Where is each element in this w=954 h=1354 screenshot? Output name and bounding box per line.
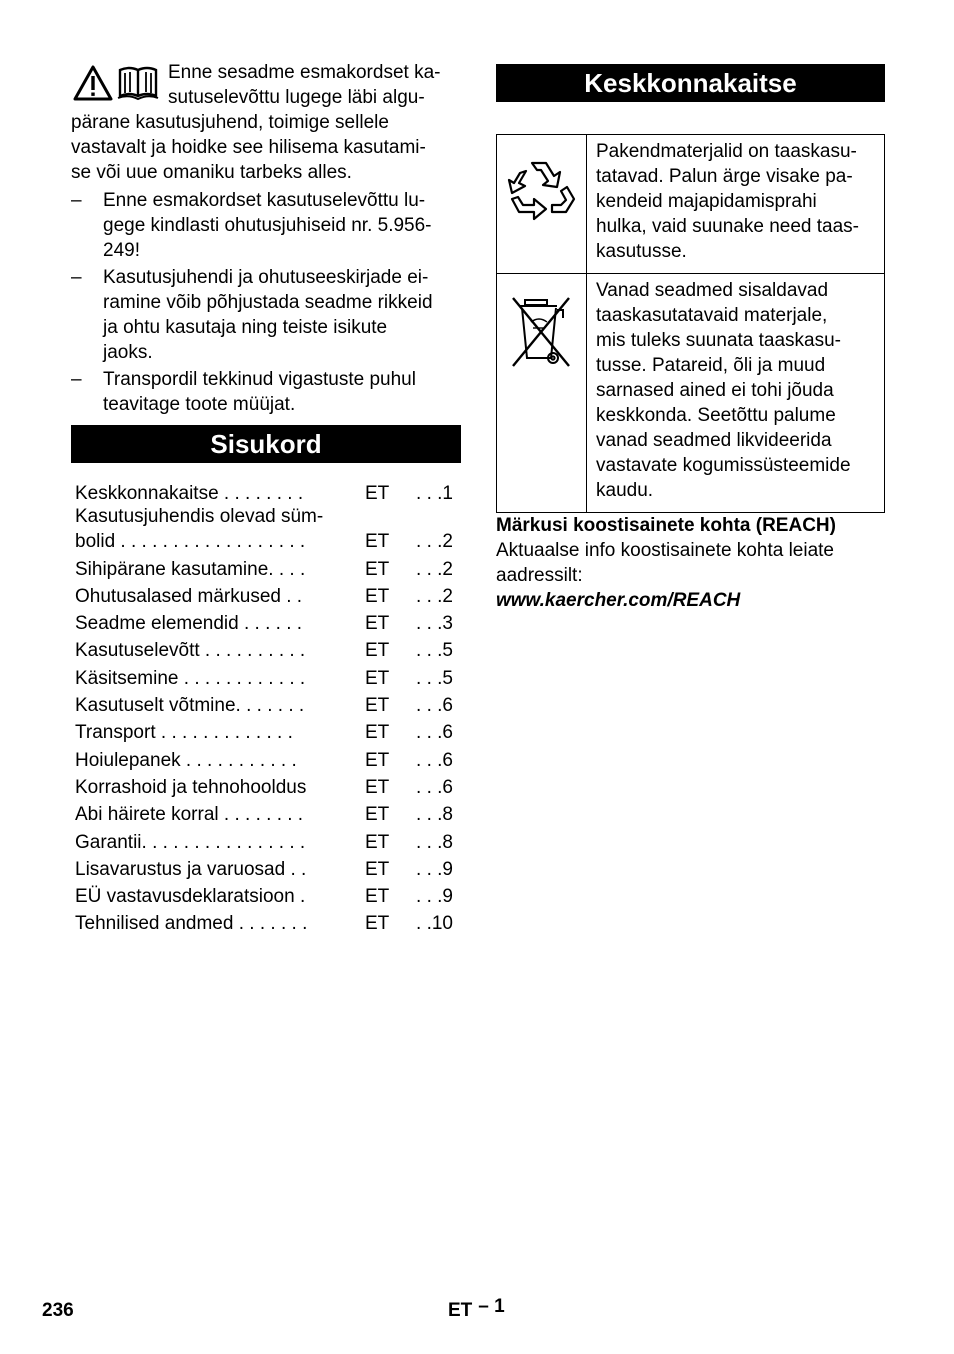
toc-title-line: Käsitsemine . . . . . . . . . . . . bbox=[75, 667, 306, 689]
env-line: taaskasutatavaid materjale, bbox=[596, 305, 828, 326]
toc-entry-title bbox=[75, 481, 365, 506]
toc-entry-title bbox=[75, 638, 365, 663]
toc-heading: Sisukord bbox=[71, 425, 461, 463]
toc-title-line: Lisavarustus ja varuosad . . bbox=[75, 858, 307, 880]
toc-entry-title bbox=[75, 748, 365, 773]
toc-title-line: EÜ vastavusdeklaratsioon . bbox=[75, 886, 306, 908]
toc-entry-title bbox=[75, 830, 365, 855]
toc-entry-page: . . .5 bbox=[416, 667, 453, 689]
toc-entry[interactable] bbox=[75, 582, 453, 609]
toc-entry[interactable] bbox=[75, 909, 453, 936]
bullet-line: – Transpordil tekkinud vigastuste puhul bbox=[103, 369, 416, 390]
toc-entry-page: . . .8 bbox=[416, 831, 453, 853]
bullet-item bbox=[71, 265, 461, 365]
intro-line: Enne sesadme esmakordset ka- bbox=[168, 62, 441, 83]
toc-entry-title bbox=[75, 911, 365, 936]
toc-entry[interactable] bbox=[75, 609, 453, 636]
env-line: mis tuleks suunata taaskasu- bbox=[596, 330, 842, 351]
toc-entry-title bbox=[75, 720, 365, 745]
toc-entry[interactable] bbox=[75, 506, 453, 554]
toc-entry-page: . . .9 bbox=[416, 886, 453, 908]
env-line: tusse. Patareid, õli ja muud bbox=[596, 355, 826, 376]
toc-entry-page: . . .3 bbox=[416, 613, 453, 635]
toc-title-line: Kasutuselevõtt . . . . . . . . . . bbox=[75, 640, 306, 662]
env-line: sarnased ained ei tohi jõuda bbox=[596, 380, 834, 401]
bullet-line: ja ohtu kasutaja ning teiste isikute bbox=[103, 317, 388, 338]
toc-entry-page: . . .6 bbox=[416, 695, 453, 717]
toc-entry-title bbox=[75, 504, 365, 554]
environment-heading: Keskkonnakaitse bbox=[496, 64, 885, 102]
reach-link[interactable]: www.kaercher.com/REACH bbox=[496, 590, 741, 611]
bullet-line: jaoks. bbox=[103, 342, 153, 363]
toc-entry-lang: ET bbox=[365, 531, 390, 553]
toc-entry-page: . .10 bbox=[416, 913, 453, 935]
toc-entry-title bbox=[75, 666, 365, 691]
bullet-line: – Kasutusjuhendi ja ohutuseeskirjade ei- bbox=[103, 267, 429, 288]
toc-entry-lang: ET bbox=[365, 831, 390, 853]
toc-entry[interactable] bbox=[75, 827, 453, 854]
environment-table bbox=[496, 134, 885, 513]
bullet-line: ramine võib põhjustada seadme rikkeid bbox=[103, 292, 433, 313]
env-line: kasutusse. bbox=[596, 241, 687, 262]
recycling-text-cell bbox=[587, 135, 885, 274]
table-row bbox=[497, 274, 885, 513]
toc-entry[interactable] bbox=[75, 773, 453, 800]
toc-entry-lang: ET bbox=[365, 749, 390, 771]
toc-entry-title bbox=[75, 857, 365, 882]
manual-book-icon bbox=[117, 65, 159, 101]
intro-line: se või uue omaniku tarbeks alles. bbox=[71, 162, 352, 183]
reach-line: Aktuaalse info koostisainete kohta leiate bbox=[496, 540, 834, 561]
toc-entry-title bbox=[75, 611, 365, 636]
footer-lang: ET bbox=[448, 1300, 473, 1321]
toc-title-line: Garantii. . . . . . . . . . . . . . . . bbox=[75, 831, 306, 853]
table-of-contents bbox=[71, 479, 453, 936]
recycling-icon bbox=[502, 149, 582, 229]
toc-entry-title bbox=[75, 693, 365, 718]
toc-entry-page: . . .2 bbox=[416, 558, 453, 580]
toc-entry-lang: ET bbox=[365, 585, 390, 607]
toc-title-line: Transport . . . . . . . . . . . . . bbox=[75, 722, 293, 744]
toc-entry-page: . . .2 bbox=[416, 585, 453, 607]
toc-entry[interactable] bbox=[75, 745, 453, 772]
toc-title-line: Tehnilised andmed . . . . . . . bbox=[75, 913, 308, 935]
toc-entry-lang: ET bbox=[365, 483, 390, 505]
reach-text bbox=[496, 538, 885, 588]
toc-entry-page: . . .6 bbox=[416, 776, 453, 798]
toc-entry-page: . . .9 bbox=[416, 858, 453, 880]
reach-title: Märkusi koostisainete kohta (REACH) bbox=[496, 515, 836, 536]
warning-triangle-icon bbox=[73, 65, 113, 101]
toc-entry[interactable] bbox=[75, 636, 453, 663]
bullet-item bbox=[71, 367, 461, 417]
intro-line: sutuselevõttu lugege läbi algu- bbox=[168, 87, 425, 108]
toc-entry-page: . . .8 bbox=[416, 804, 453, 826]
toc-entry-lang: ET bbox=[365, 695, 390, 717]
toc-entry[interactable] bbox=[75, 479, 453, 506]
toc-entry-page: . . .5 bbox=[416, 640, 453, 662]
toc-title-line: Seadme elemendid . . . . . . bbox=[75, 613, 303, 635]
toc-title-line: Hoiulepanek . . . . . . . . . . . bbox=[75, 749, 297, 771]
left-column bbox=[71, 60, 461, 936]
env-line: Vanad seadmed sisaldavad bbox=[596, 280, 829, 301]
env-line: vanad seadmed likvideerida bbox=[596, 430, 832, 451]
toc-entry-lang: ET bbox=[365, 722, 390, 744]
toc-title-line: Abi häirete korral . . . . . . . . bbox=[75, 804, 304, 826]
toc-entry-lang: ET bbox=[365, 913, 390, 935]
recycling-icon-cell bbox=[497, 135, 587, 274]
bullet-line: gege kindlasti ohutusjuhiseid nr. 5.956- bbox=[103, 215, 432, 236]
reach-section bbox=[496, 513, 885, 613]
toc-title-line: Kasutuselt võtmine. . . . . . . bbox=[75, 695, 305, 717]
toc-entry-lang: ET bbox=[365, 613, 390, 635]
toc-entry-page: . . .2 bbox=[416, 531, 453, 553]
bullet-line: 249! bbox=[103, 240, 140, 261]
toc-entry-title bbox=[75, 557, 365, 582]
right-column bbox=[496, 64, 885, 613]
intro-line: vastavalt ja hoidke see hilisema kasutami- bbox=[71, 137, 426, 158]
bin-text-cell bbox=[587, 274, 885, 513]
bullet-line: teavitage toote müüjat. bbox=[103, 394, 296, 415]
footer-section-label bbox=[448, 1298, 505, 1323]
toc-title-line: Keskkonnakaitse . . . . . . . . bbox=[75, 483, 304, 505]
toc-entry-page: . . .6 bbox=[416, 749, 453, 771]
table-row bbox=[497, 135, 885, 274]
bullet-line: – Enne esmakordset kasutuselevõttu lu- bbox=[103, 190, 426, 211]
reach-line: aadressilt: bbox=[496, 565, 583, 586]
toc-entry[interactable] bbox=[75, 800, 453, 827]
crossed-out-bin-icon bbox=[507, 292, 577, 372]
env-line: vastavate kogumissüsteemide bbox=[596, 455, 851, 476]
bullet-item bbox=[71, 188, 461, 263]
env-line: keskkonda. Seetõttu palume bbox=[596, 405, 836, 426]
intro-notice bbox=[71, 60, 461, 185]
env-line: kendeid majapidamisprahi bbox=[596, 191, 817, 212]
toc-entry[interactable] bbox=[75, 554, 453, 581]
page-number: 236 bbox=[42, 1300, 74, 1321]
toc-entry-title bbox=[75, 584, 365, 609]
toc-entry-lang: ET bbox=[365, 804, 390, 826]
intro-line: pärane kasutusjuhend, toimige sellele bbox=[71, 112, 389, 133]
toc-entry-lang: ET bbox=[365, 640, 390, 662]
toc-entry[interactable] bbox=[75, 718, 453, 745]
env-line: kaudu. bbox=[596, 480, 654, 501]
toc-entry-lang: ET bbox=[365, 886, 390, 908]
toc-entry-page: . . .6 bbox=[416, 722, 453, 744]
toc-entry-lang: ET bbox=[365, 776, 390, 798]
env-line: tatavad. Palun ärge visake pa- bbox=[596, 166, 853, 187]
bin-icon-cell bbox=[497, 274, 587, 513]
toc-entry[interactable] bbox=[75, 663, 453, 690]
env-line: hulka, vaid suunake need taas- bbox=[596, 216, 860, 237]
intro-icons bbox=[73, 65, 159, 101]
toc-title-line: bolid . . . . . . . . . . . . . . . . . . bbox=[75, 531, 306, 553]
toc-entry-lang: ET bbox=[365, 858, 390, 880]
toc-entry[interactable] bbox=[75, 855, 453, 882]
toc-entry-page: . . .1 bbox=[416, 483, 453, 505]
toc-title-line: Ohutusalased märkused . . bbox=[75, 585, 303, 607]
toc-entry[interactable] bbox=[75, 882, 453, 909]
footer-section-page: 1 bbox=[494, 1296, 505, 1317]
toc-entry[interactable] bbox=[75, 691, 453, 718]
toc-entry-title bbox=[75, 802, 365, 827]
toc-entry-lang: ET bbox=[365, 667, 390, 689]
toc-entry-lang: ET bbox=[365, 558, 390, 580]
toc-entry-title bbox=[75, 775, 365, 800]
toc-entry-title bbox=[75, 884, 365, 909]
toc-title-line: Sihipärane kasutamine. . . . bbox=[75, 558, 306, 580]
env-line: Pakendmaterjalid on taaskasu- bbox=[596, 141, 857, 162]
footer-separator: – 1 bbox=[478, 1296, 505, 1317]
toc-title-line: Kasutusjuhendis olevad süm- bbox=[75, 506, 324, 528]
safety-bullet-list bbox=[71, 188, 461, 417]
toc-title-line: Korrashoid ja tehnohooldus bbox=[75, 776, 307, 798]
